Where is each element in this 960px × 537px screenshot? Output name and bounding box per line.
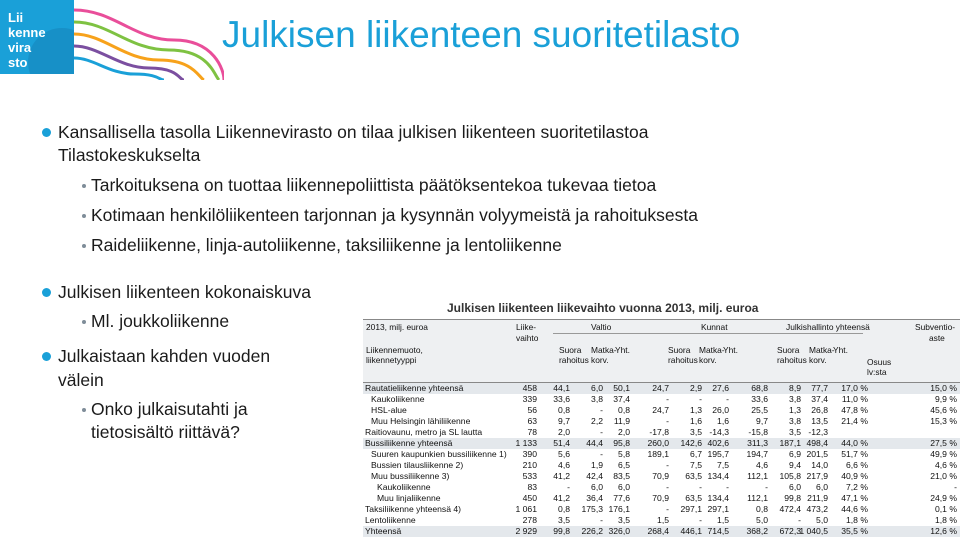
table-cell: 9,7 — [756, 416, 768, 426]
table-cell: - — [699, 482, 702, 492]
table-cell: - — [666, 394, 669, 404]
table-cell: 51,4 — [553, 438, 570, 448]
table-cell: 339 — [522, 394, 537, 404]
header-turnover-2: vaihto — [516, 333, 539, 343]
header-turnover-1: Liike- — [516, 322, 537, 332]
table-cell: 175,3 — [581, 504, 603, 514]
table-cell: 112,1 — [747, 471, 768, 481]
table-cell: 714,5 — [707, 526, 729, 536]
table-row — [363, 416, 960, 427]
table-cell: 42,4 — [586, 471, 603, 481]
table-cell: 195,7 — [707, 449, 729, 459]
row-label: Kaukoliikenne — [371, 394, 425, 404]
table-cell: 45,6 % — [930, 405, 957, 415]
table-cell: 3,5 — [618, 515, 630, 525]
table-cell: - — [726, 394, 729, 404]
table-cell: 1,3 — [690, 405, 702, 415]
table-cell: 47,8 % — [841, 405, 868, 415]
table-cell: 44,4 — [586, 438, 603, 448]
table-cell: 4,6 — [558, 460, 570, 470]
table-cell: 1,6 — [690, 416, 702, 426]
table-cell: 25,5 — [751, 405, 768, 415]
table-cell: 6,0 — [816, 482, 828, 492]
table-cell: 533 — [522, 471, 537, 481]
table-cell: 142,6 — [680, 438, 702, 448]
sub-header-label: korv. — [699, 355, 717, 365]
table-cell: 472,4 — [779, 504, 801, 514]
bullet-2 — [58, 281, 311, 303]
table-cell: 11,0 % — [841, 394, 868, 404]
sub-header-label: Yht. — [833, 345, 848, 355]
table-row — [363, 460, 960, 471]
table-row — [363, 394, 960, 405]
table-cell: 12,6 % — [930, 526, 957, 536]
table-cell: 402,6 — [707, 438, 729, 448]
table-cell: 5,0 — [816, 515, 828, 525]
table-cell: 6,7 — [690, 449, 702, 459]
sub-header-label: lv:sta — [867, 367, 887, 377]
table-cell: 134,4 — [707, 471, 729, 481]
sub-header-label: Osuus — [867, 357, 892, 367]
table-cell: 6,0 — [591, 383, 603, 393]
header-group-state: Valtio — [591, 322, 612, 332]
table-cell: 134,4 — [707, 493, 729, 503]
sub-header-label: rahoitus — [559, 355, 589, 365]
sub-bullet-dot-icon — [82, 244, 86, 248]
sub-bullet-5-continued: tietosisältö riittävä? — [91, 422, 240, 442]
table-cell: 1,8 % — [846, 515, 868, 525]
turnover-table — [363, 319, 960, 535]
table-cell: 27,6 — [712, 383, 729, 393]
row-label: Suuren kaupunkien bussiliikenne 1) — [371, 449, 507, 459]
table-cell: 9,4 — [789, 460, 801, 470]
bullet-3-continued: välein — [58, 370, 104, 390]
liikennevirasto-logo — [0, 0, 74, 74]
table-row — [363, 526, 960, 537]
table-cell: 3,5 — [558, 515, 570, 525]
table-cell: - — [666, 504, 669, 514]
table-cell: 1 040,5 — [799, 526, 828, 536]
table-cell: 7,5 — [690, 460, 702, 470]
table-cell: 473,2 — [806, 504, 828, 514]
table-row — [363, 504, 960, 515]
sub-header-label: Yht. — [615, 345, 630, 355]
table-cell: - — [798, 515, 801, 525]
table-cell: 41,2 — [553, 471, 570, 481]
table-cell: 7,5 — [717, 460, 729, 470]
table-cell: 194,7 — [746, 449, 768, 459]
table-cell: 35,5 % — [841, 526, 868, 536]
table-cell: 0,8 — [558, 405, 570, 415]
table-cell: 95,8 — [613, 438, 630, 448]
table-cell: 7,2 % — [846, 482, 868, 492]
sub-bullet-3-text: Raideliikenne, linja-autoliikenne, taksiliikenne ja lentoliikenne — [91, 235, 562, 255]
table-cell: -14,3 — [709, 427, 729, 437]
table-cell: 1,6 — [717, 416, 729, 426]
bullet-dot-icon — [42, 352, 51, 361]
row-label: Muu bussiliikenne 3) — [371, 471, 450, 481]
table-cell: 5,0 — [756, 515, 768, 525]
table-cell: -15,8 — [748, 427, 768, 437]
header-corner: 2013, milj. euroa — [366, 322, 428, 332]
table-cell: 99,8 — [553, 526, 570, 536]
table-cell: - — [666, 460, 669, 470]
table-cell: - — [600, 405, 603, 415]
logo-graphic — [0, 0, 74, 74]
bullet-3 — [58, 345, 270, 367]
logo-line-4: sto — [8, 55, 28, 70]
header-group-municipalities: Kunnat — [701, 322, 728, 332]
sub-bullet-dot-icon — [82, 320, 86, 324]
table-cell: 40,9 % — [841, 471, 868, 481]
table-cell: 672,3 — [779, 526, 801, 536]
table-cell: -17,8 — [649, 427, 669, 437]
table-row — [363, 438, 960, 449]
table-cell: 112,1 — [747, 493, 768, 503]
table-cell: 1 133 — [515, 438, 537, 448]
sub-header-label: Matka- — [699, 345, 725, 355]
table-row — [363, 405, 960, 416]
row-label: Rautatieliikenne yhteensä — [365, 383, 464, 393]
table-cell: 50,1 — [613, 383, 630, 393]
table-cell: - — [600, 427, 603, 437]
table-cell: 11,9 — [613, 416, 630, 426]
row-label: Muu linjaliikenne — [377, 493, 441, 503]
table-cell: 6,0 — [591, 482, 603, 492]
table-row — [363, 493, 960, 504]
table-cell: 0,8 — [756, 504, 768, 514]
table-cell: 33,6 — [553, 394, 570, 404]
table-cell: 4,6 % — [935, 460, 957, 470]
sub-bullet-2 — [91, 204, 698, 226]
table-cell: 326,0 — [608, 526, 630, 536]
table-cell: 99,8 — [784, 493, 801, 503]
header-mode-2: liikennetyyppi — [366, 355, 417, 365]
table-cell: 1,9 — [591, 460, 603, 470]
table-cell: 0,8 — [558, 504, 570, 514]
table-cell: 260,0 — [647, 438, 669, 448]
bullet-1-text: Kansallisella tasolla Liikennevirasto on tilaa julkisen liikenteen suoritetilastoa — [58, 122, 649, 142]
table-cell: 390 — [522, 449, 537, 459]
figure-title: Julkisen liikenteen liikevaihto vuonna 2013, milj. euroa — [447, 301, 759, 315]
table-cell: 0,8 — [618, 405, 630, 415]
table-cell: 24,7 — [652, 383, 669, 393]
table-cell: - — [699, 394, 702, 404]
table-cell: 1,5 — [717, 515, 729, 525]
table-cell: 26,0 — [712, 405, 729, 415]
table-cell: 21,0 % — [930, 471, 957, 481]
table-cell: - — [600, 449, 603, 459]
table-cell: 9,9 % — [935, 394, 957, 404]
table-cell: 278 — [522, 515, 537, 525]
table-cell: 1,3 — [789, 405, 801, 415]
logo-lines-decoration — [74, 0, 224, 80]
table-cell: 5,8 — [618, 449, 630, 459]
table-cell: - — [699, 515, 702, 525]
table-cell: 8,9 — [789, 383, 801, 393]
sub-bullet-dot-icon — [82, 214, 86, 218]
sub-bullet-1-text: Tarkoituksena on tuottaa liikennepoliittista päätöksentekoa tukevaa tietoa — [91, 175, 657, 195]
table-cell: - — [567, 482, 570, 492]
table-cell: 297,1 — [680, 504, 702, 514]
table-row — [363, 449, 960, 460]
table-row — [363, 482, 960, 493]
table-cell: 297,1 — [707, 504, 729, 514]
table-cell: 37,4 — [613, 394, 630, 404]
table-cell: 68,8 — [751, 383, 768, 393]
table-cell: 77,7 — [811, 383, 828, 393]
row-label: HSL-alue — [371, 405, 407, 415]
table-cell: - — [954, 482, 957, 492]
sub-bullet-3 — [91, 234, 562, 256]
bullet-1 — [58, 121, 648, 143]
row-label: Taksiliikenne yhteensä 4) — [365, 504, 462, 514]
sub-header-label: Suora — [559, 345, 582, 355]
sub-bullet-4 — [91, 310, 229, 332]
table-cell: 6,0 — [789, 482, 801, 492]
sub-header-label: korv. — [591, 355, 609, 365]
table-cell: 4,6 — [756, 460, 768, 470]
row-label: Bussiliikenne yhteensä — [365, 438, 453, 448]
sub-bullet-4-text: Ml. joukkoliikenne — [91, 311, 230, 331]
table-cell: 6,6 % — [846, 460, 868, 470]
table-cell: 63 — [527, 416, 537, 426]
table-cell: 2,2 — [591, 416, 603, 426]
table-cell: 187,1 — [779, 438, 801, 448]
sub-bullet-5 — [91, 398, 248, 420]
sub-bullet-1 — [91, 174, 656, 196]
table-cell: - — [666, 416, 669, 426]
sub-header-label: rahoitus — [668, 355, 698, 365]
table-cell: 63,5 — [685, 471, 702, 481]
table-cell: 6,5 — [618, 460, 630, 470]
table-cell: 17,0 % — [841, 383, 868, 393]
table-cell: 3,5 — [690, 427, 702, 437]
sub-header-label: rahoitus — [777, 355, 807, 365]
row-label: Bussien tilausliikenne 2) — [371, 460, 464, 470]
table-cell: 105,8 — [779, 471, 801, 481]
table-cell: 33,6 — [751, 394, 768, 404]
bullet-2-text: Julkisen liikenteen kokonaiskuva — [58, 282, 311, 302]
table-cell: 5,6 — [558, 449, 570, 459]
table-cell: 189,1 — [647, 449, 669, 459]
table-cell: -12,3 — [808, 427, 828, 437]
row-label: Kaukoliikenne — [377, 482, 431, 492]
table-cell: 3,8 — [789, 394, 801, 404]
table-cell: 27,5 % — [930, 438, 957, 448]
table-cell: 9,7 — [558, 416, 570, 426]
table-cell: 70,9 — [652, 493, 669, 503]
row-label: Yhteensä — [365, 526, 402, 536]
row-label: Raitiovaunu, metro ja SL lautta — [365, 427, 483, 437]
table-cell: 37,4 — [811, 394, 828, 404]
bullet-dot-icon — [42, 128, 51, 137]
table-cell: 201,5 — [806, 449, 828, 459]
table-cell: 458 — [522, 383, 537, 393]
table-cell: 44,6 % — [841, 504, 868, 514]
table-cell: 41,2 — [553, 493, 570, 503]
table-cell: 47,1 % — [841, 493, 868, 503]
table-cell: 226,2 — [581, 526, 603, 536]
table-cell: 268,4 — [647, 526, 669, 536]
header-group-divider — [553, 333, 863, 334]
table-cell: 446,1 — [680, 526, 702, 536]
sub-header-label: korv. — [809, 355, 827, 365]
table-cell: 15,0 % — [930, 383, 957, 393]
table-row — [363, 427, 960, 438]
table-cell: 2 929 — [515, 526, 537, 536]
bullet-3-text: Julkaistaan kahden vuoden — [58, 346, 271, 366]
sub-header-label: Suora — [777, 345, 800, 355]
table-cell: 176,1 — [608, 504, 630, 514]
table-cell: 15,3 % — [930, 416, 957, 426]
table-cell: 26,8 — [811, 405, 828, 415]
logo-line-2: kenne — [8, 25, 46, 40]
table-cell: - — [600, 515, 603, 525]
table-cell: 210 — [522, 460, 537, 470]
table-cell: 49,9 % — [930, 449, 957, 459]
row-label: Muu Helsingin lähiliikenne — [371, 416, 471, 426]
table-cell: 44,1 — [553, 383, 570, 393]
sub-header-label: Matka- — [591, 345, 617, 355]
table-cell: 70,9 — [652, 471, 669, 481]
table-cell: 498,4 — [806, 438, 828, 448]
table-row — [363, 383, 960, 394]
table-cell: 1 061 — [515, 504, 537, 514]
sub-header-label: Yht. — [723, 345, 738, 355]
table-cell: 2,9 — [690, 383, 702, 393]
header-group-public: Julkishallinto yhteensä — [786, 322, 870, 332]
table-cell: 3,8 — [591, 394, 603, 404]
table-cell: 63,5 — [685, 493, 702, 503]
table-cell: 14,0 — [811, 460, 828, 470]
logo-line-3: vira — [8, 40, 32, 55]
sub-bullet-2-text: Kotimaan henkilöliikenteen tarjonnan ja kysynnän volyymeistä ja rahoituksesta — [91, 205, 699, 225]
table-cell: 13,5 — [811, 416, 828, 426]
table-cell: 368,2 — [746, 526, 768, 536]
table-cell: 3,5 — [789, 427, 801, 437]
table-cell: 24,9 % — [930, 493, 957, 503]
table-cell: 83,5 — [613, 471, 630, 481]
table-cell: 0,1 % — [935, 504, 957, 514]
table-cell: 56 — [527, 405, 537, 415]
table-cell: 51,7 % — [841, 449, 868, 459]
table-cell: 24,7 — [652, 405, 669, 415]
table-cell: - — [726, 482, 729, 492]
table-cell: 2,0 — [618, 427, 630, 437]
sub-bullet-5-text: Onko julkaisutahti ja — [91, 399, 248, 419]
table-cell: 44,0 % — [841, 438, 868, 448]
sub-bullet-dot-icon — [82, 184, 86, 188]
table-row — [363, 515, 960, 526]
table-cell: 450 — [522, 493, 537, 503]
table-cell: 311,3 — [747, 438, 768, 448]
sub-header-label: Suora — [668, 345, 691, 355]
bullet-1-continued: Tilastokeskukselta — [58, 145, 201, 165]
header-mode-1: Liikennemuoto, — [366, 345, 423, 355]
table-cell: 3,8 — [789, 416, 801, 426]
header-subsidy-1: Subventio- — [915, 322, 956, 332]
sub-header-label: Matka- — [809, 345, 835, 355]
table-cell: - — [765, 482, 768, 492]
sub-bullet-dot-icon — [82, 408, 86, 412]
slide-title: Julkisen liikenteen suoritetilasto — [222, 14, 741, 55]
table-cell: 6,0 — [618, 482, 630, 492]
table-cell: 83 — [527, 482, 537, 492]
table-cell: 21,4 % — [841, 416, 868, 426]
table-cell: 2,0 — [558, 427, 570, 437]
row-label: Lentoliikenne — [365, 515, 416, 525]
table-cell: - — [666, 482, 669, 492]
table-cell: 36,4 — [586, 493, 603, 503]
logo-line-1: Lii — [8, 10, 24, 25]
table-cell: 1,8 % — [935, 515, 957, 525]
table-cell: 211,9 — [807, 493, 828, 503]
table-cell: 1,5 — [657, 515, 669, 525]
bullet-dot-icon — [42, 288, 51, 297]
table-cell: 6,9 — [789, 449, 801, 459]
table-cell: 217,9 — [806, 471, 828, 481]
table-cell: 78 — [527, 427, 537, 437]
table-row — [363, 471, 960, 482]
table-cell: 77,6 — [613, 493, 630, 503]
header-subsidy-2: aste — [929, 333, 945, 343]
